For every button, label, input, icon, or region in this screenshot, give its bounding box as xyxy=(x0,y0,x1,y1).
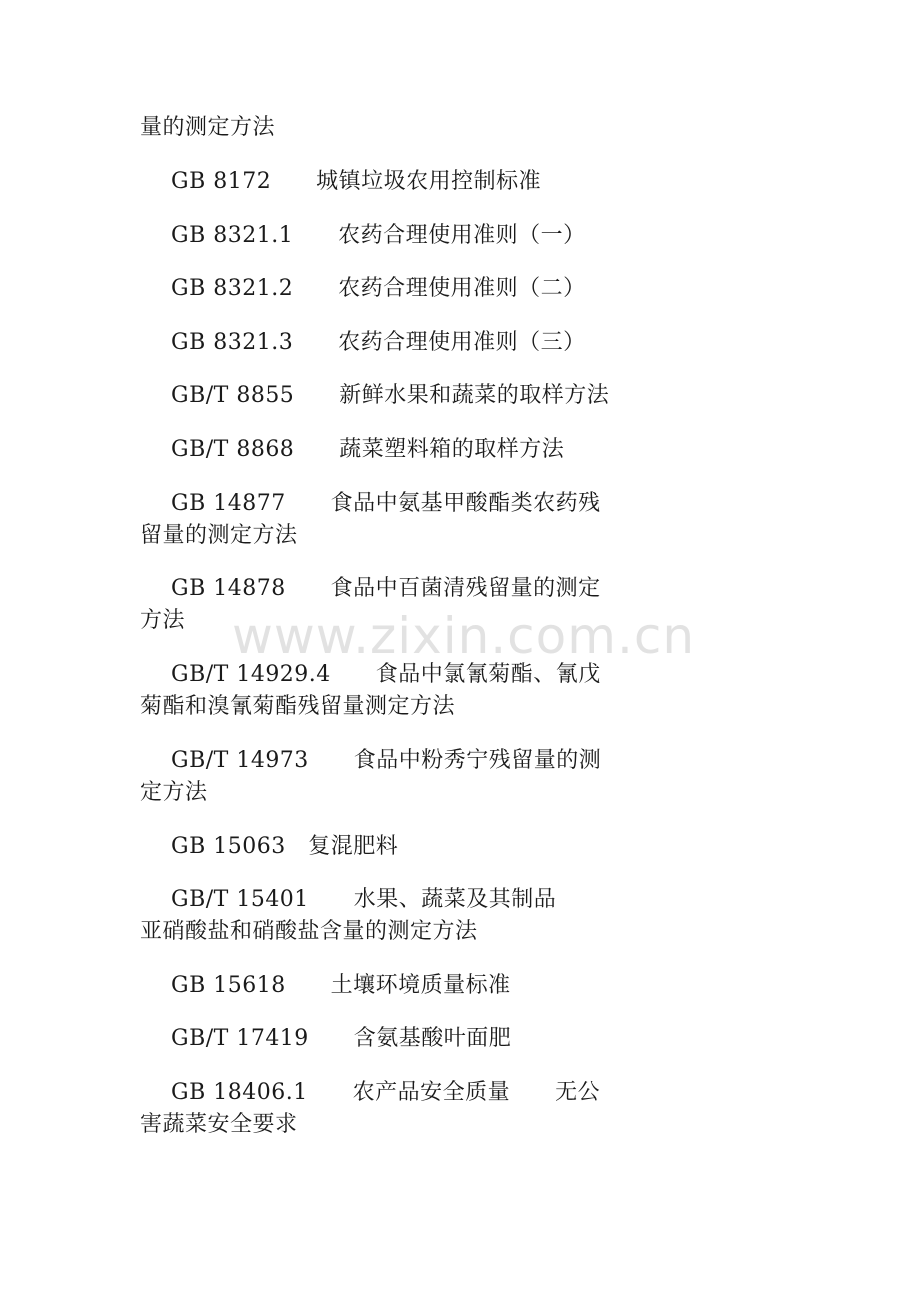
standard-entry-gbt-8855: GB/T 8855 新鲜水果和蔬菜的取样方法 xyxy=(171,383,610,408)
standard-entry-gb-8321-1: GB 8321.1 农药合理使用准则（一） xyxy=(171,223,586,248)
text-line-continuation: 亚硝酸盐和硝酸盐含量的测定方法 xyxy=(140,919,478,944)
text-line-continuation: 菊酯和溴氰菊酯残留量测定方法 xyxy=(140,694,456,719)
standard-entry-gbt-15401: GB/T 15401 水果、蔬菜及其制品 xyxy=(171,887,557,912)
standard-entry-gb-18406-1: GB 18406.1 农产品安全质量 无公 xyxy=(171,1080,601,1105)
standard-entry-gbt-8868: GB/T 8868 蔬菜塑料箱的取样方法 xyxy=(171,437,565,462)
standard-entry-gb-8321-3: GB 8321.3 农药合理使用准则（三） xyxy=(171,330,586,355)
text-line-continuation: 方法 xyxy=(140,608,186,633)
standard-entry-gb-8321-2: GB 8321.2 农药合理使用准则（二） xyxy=(171,276,586,301)
standard-entry-gb-15618: GB 15618 土壤环境质量标准 xyxy=(171,973,511,998)
text-line-continuation: 害蔬菜安全要求 xyxy=(140,1112,298,1137)
standard-entry-gb-8172: GB 8172 城镇垃圾农用控制标准 xyxy=(171,169,542,194)
text-line-continuation: 定方法 xyxy=(140,780,208,805)
standard-entry-gb-14877: GB 14877 食品中氨基甲酸酯类农药残 xyxy=(171,491,601,516)
text-line-continuation: 留量的测定方法 xyxy=(140,523,298,548)
watermark: www.zixin.com.cn xyxy=(232,607,696,665)
standard-entry-gbt-14929-4: GB/T 14929.4 食品中氯氰菊酯、氰戊 xyxy=(171,662,601,687)
standard-entry-gbt-14973: GB/T 14973 食品中粉秀宁残留量的测 xyxy=(171,748,602,773)
standard-entry-gb-15063: GB 15063 复混肥料 xyxy=(171,834,399,859)
standard-entry-gb-14878: GB 14878 食品中百菌清残留量的测定 xyxy=(171,576,601,601)
standard-entry-gbt-17419: GB/T 17419 含氨基酸叶面肥 xyxy=(171,1026,512,1051)
text-line-continuation: 量的测定方法 xyxy=(140,115,276,140)
